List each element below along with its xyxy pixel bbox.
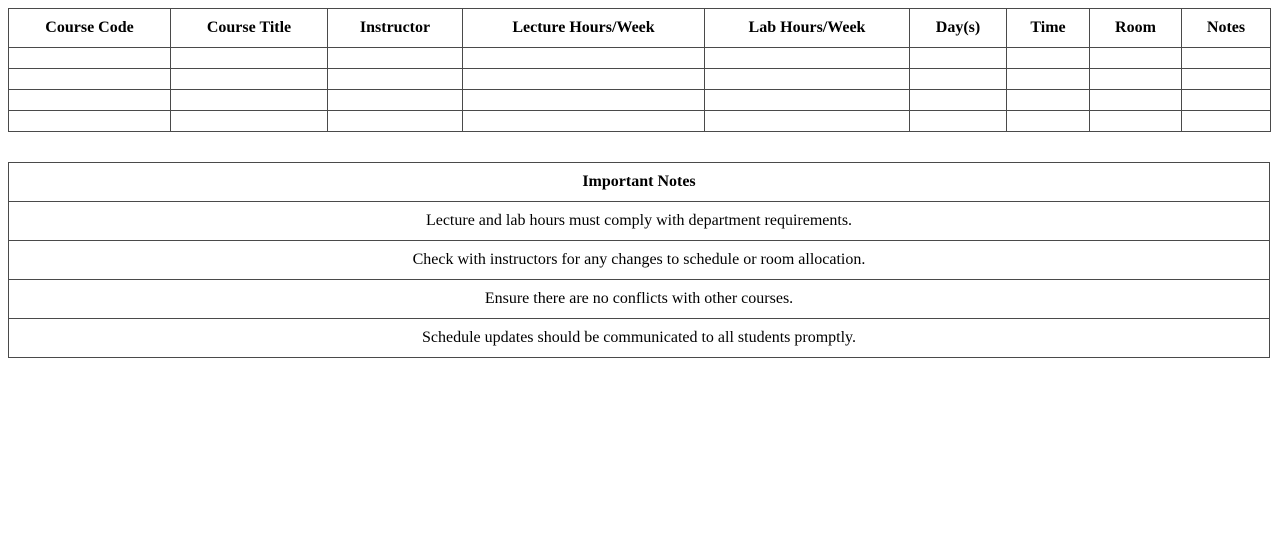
table-cell: [9, 69, 171, 90]
table-cell: [9, 90, 171, 111]
note-item: Check with instructors for any changes to schedule or room allocation.: [9, 241, 1270, 280]
note-item: Schedule updates should be communicated to all students promptly.: [9, 319, 1270, 358]
column-header-course-code: Course Code: [9, 9, 171, 48]
table-cell: [1007, 69, 1090, 90]
column-header-instructor: Instructor: [328, 9, 463, 48]
table-cell: [705, 90, 910, 111]
notes-title: Important Notes: [9, 163, 1270, 202]
table-cell: [9, 48, 171, 69]
table-cell: [328, 48, 463, 69]
column-header-course-title: Course Title: [171, 9, 328, 48]
table-cell: [463, 90, 705, 111]
table-cell: [1182, 111, 1271, 132]
column-header-notes: Notes: [1182, 9, 1271, 48]
table-row: [9, 90, 1271, 111]
table-cell: [463, 48, 705, 69]
note-item: Ensure there are no conflicts with other courses.: [9, 280, 1270, 319]
table-cell: [171, 69, 328, 90]
table-cell: [1182, 69, 1271, 90]
table-cell: [910, 90, 1007, 111]
table-cell: [910, 48, 1007, 69]
column-header-room: Room: [1090, 9, 1182, 48]
table-cell: [171, 90, 328, 111]
table-cell: [1090, 48, 1182, 69]
table-cell: [705, 111, 910, 132]
table-cell: [1007, 90, 1090, 111]
table-cell: [171, 48, 328, 69]
table-cell: [328, 69, 463, 90]
note-item: Lecture and lab hours must comply with department requirements.: [9, 202, 1270, 241]
column-header-lecture-hours: Lecture Hours/Week: [463, 9, 705, 48]
table-cell: [463, 111, 705, 132]
table-cell: [910, 111, 1007, 132]
column-header-time: Time: [1007, 9, 1090, 48]
table-cell: [705, 69, 910, 90]
table-cell: [1182, 48, 1271, 69]
course-schedule-table: [8, 8, 1271, 132]
table-cell: [1090, 69, 1182, 90]
table-cell: [328, 111, 463, 132]
column-header-days: Day(s): [910, 9, 1007, 48]
header-row: [9, 9, 1271, 48]
table-cell: [1090, 90, 1182, 111]
table-cell: [9, 111, 171, 132]
column-header-lab-hours: Lab Hours/Week: [705, 9, 910, 48]
table-cell: [1090, 111, 1182, 132]
table-cell: [1007, 48, 1090, 69]
table-cell: [1007, 111, 1090, 132]
table-cell: [328, 90, 463, 111]
table-cell: [705, 48, 910, 69]
table-row: [9, 111, 1271, 132]
table-row: [9, 48, 1271, 69]
table-cell: [910, 69, 1007, 90]
table-row: [9, 69, 1271, 90]
table-cell: [463, 69, 705, 90]
table-cell: [1182, 90, 1271, 111]
table-cell: [171, 111, 328, 132]
important-notes-table: [8, 162, 1270, 358]
